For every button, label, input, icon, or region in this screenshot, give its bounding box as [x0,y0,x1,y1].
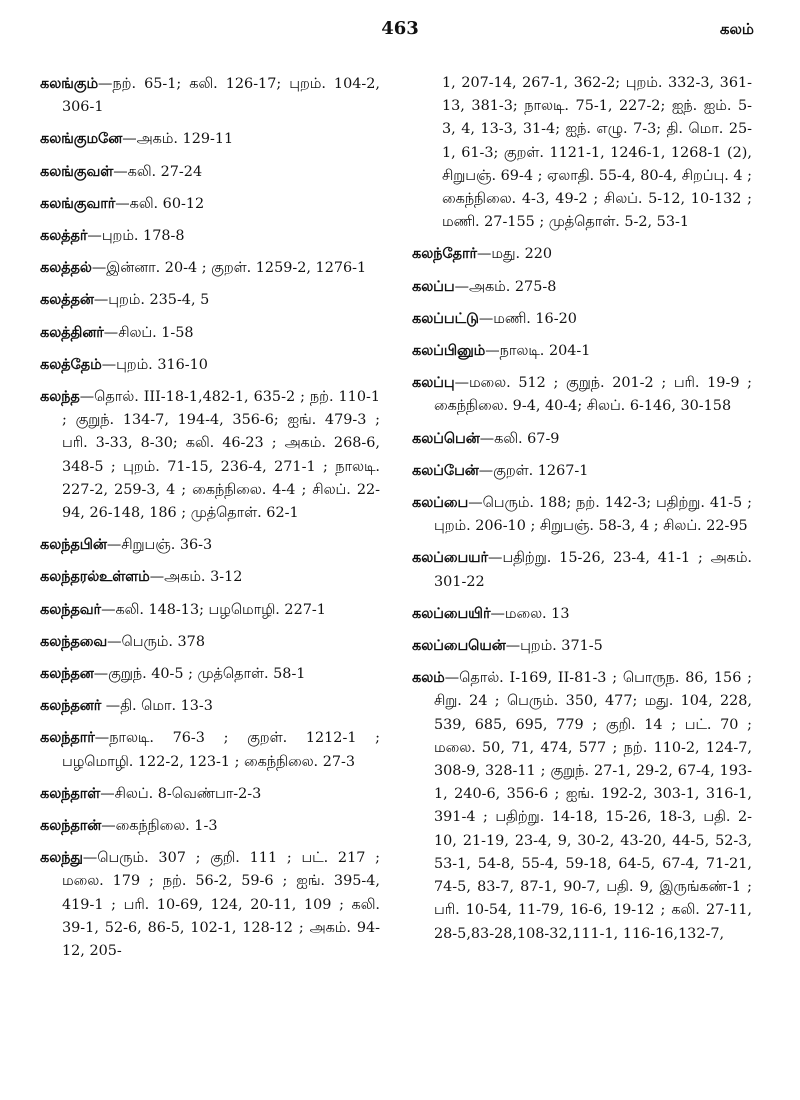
index-entry [412,546,752,593]
entry-headword: கலப்பினும் [412,342,486,360]
entry-references: —தி. மொ. 13-3 [101,698,213,715]
index-entry [40,533,380,557]
index-entry [412,602,752,626]
entry-references: —கலி. 148-13; பழமொழி. 227-1 [101,601,326,618]
entry-headword: கலந்தோர் [412,245,478,263]
entry-headword: கலப்பட்டு [412,309,479,327]
entry-references: —அகம். 3-12 [149,569,243,586]
index-entry [40,385,380,525]
index-entry [40,321,380,345]
index-entry [40,782,380,806]
entry-headword: கலப்பேன் [412,461,479,479]
entry-headword: கலந்தவர் [40,600,102,618]
entry-references: —மது. 220 [477,246,553,263]
index-entry [412,339,752,363]
entry-headword: கலந்தரல்உள்ளம் [40,568,150,586]
index-entry [412,491,752,538]
entry-references: —பெரும். 188; நற். 142-3; பதிற்று. 41-5 ; புறம். 206-10 ; சிறுபஞ். 58-3, 4 ; சிலப். 22-95 [434,495,752,535]
index-entry [40,694,380,718]
entry-references: —மணி. 16-20 [478,310,577,327]
entry-references: —சிலப். 8-வெண்பா-2-3 [100,785,262,802]
index-entry [40,224,380,248]
index-entry [40,288,380,312]
entry-references: —கைந்நிலை. 1-3 [101,818,218,835]
entry-references: —தொல். I-169, II-81-3 ; பொருந. 86, 156 ; சிறு. 24 ; பெரும். 350, 477; மது. 104, 228, 539, 685, 695, 779 ; குறி. 14 ; பட். 70 ; மலை. 50, 71, 474, 577 ; நற். 110-2, 124-7, 308-9, 328-11 ; குறுந். 27-1, 29-2, 67-4, 193-1, 240-6, 356-6 ; ஐங். 192-2, 303-1, 316-1, 391-4 ; பதிற்று. 14-18, 15-26, 18-3, பதி. 2-10, 21-19, 23-4, 9, 30-2, 43-20, 44-5, 52-3, 53-1, 54-8, 55-4, 59-18, 64-5, 67-4, 71-21, 74-5, 83-7, 87-1, 90-7, பதி. 9, இருங்கண்-1 ; பரி. 10-54, 11-79, 16-6, 19-12 ; கலி. 27-11, 28-5,83-28,108-32,111-1, 116-16,132-7, [434,670,752,942]
entry-references: —நாலடி. 204-1 [485,343,591,360]
index-entry [40,662,380,686]
index-entry [40,598,380,622]
entry-references: —நாலடி. 76-3 ; குறள். 1212-1 ; பழமொழி. 122-2, 123-1 ; கைந்நிலை. 27-3 [62,730,380,770]
entry-headword: கலந்தனர் [40,697,102,715]
entry-headword: கலப்பையென் [412,637,506,655]
entry-references: —புறம். 371-5 [505,638,603,655]
index-entry [412,72,752,234]
entry-headword: கலந்த [40,388,80,406]
index-entry [40,192,380,216]
entry-headword: கலந்தார் [40,729,95,747]
index-entry [412,307,752,331]
entry-references: —கலி. 60-12 [115,195,205,212]
entry-headword: கலந்தன [40,665,94,683]
entry-headword: கலத்தல் [40,259,92,277]
entry-references: —தொல். III-18-1,482-1, 635-2 ; நற். 110-1 ; குறுந். 134-7, 194-4, 356-6; ஐங். 479-3 ; பரி. 3-33, 8-30; கலி. 46-23 ; அகம். 268-6, 348-5 ; புறம். 71-15, 236-4, 271-1 ; நாலடி. 227-2, 259-3, 4 ; கைந்நிலை. 4-4 ; சிலப். 22-94, 26-148, 186 ; முத்தொள். 62-1 [62,389,380,522]
entry-references: —நற். 65-1; கலி. 126-17; புறம். 104-2, 306-1 [62,76,380,116]
entry-headword: கலந்தவை [40,632,108,650]
entry-references: —இன்னா. 20-4 ; குறள். 1259-2, 1276-1 [91,260,367,277]
entry-references: —சிலப். 1-58 [103,324,194,341]
entry-references: —அகம். 129-11 [122,131,234,148]
entry-references: —அகம். 275-8 [454,278,557,295]
entry-headword: கலந்து [40,849,83,867]
entry-references: —கலி. 67-9 [479,430,560,447]
entry-references: 1, 207-14, 267-1, 362-2; புறம். 332-3, 361-13, 381-3; நாலடி. 75-1, 227-2; ஐந். ஐம். 5-3, 4, 13-3, 31-4; ஐந். எழு. 7-3; தி. மொ. 25-1, 61-3; குறள். 1121-1, 1246-1, 1268-1 (2), சிறுபஞ். 69-4 ; ஏலாதி. 55-4, 80-4, சிறப்பு. 4 ; கைந்நிலை. 4-3, 49-2 ; சிலப். 5-12, 10-132 ; மணி. 27-155 ; முத்தொள். 5-2, 53-1 [442,75,752,231]
index-entry [412,666,752,945]
entry-references: —பதிற்று. 15-26, 23-4, 41-1 ; அகம். 301-22 [434,550,752,590]
index-entry [40,72,380,119]
entry-headword: கலப்பு [412,374,455,392]
entry-references: —புறம். 316-10 [101,356,208,373]
index-entry [40,565,380,589]
entry-headword: கலத்தன் [40,291,94,309]
entry-headword: கலந்தான் [40,817,102,835]
entry-headword: கலந்தாள் [40,784,101,802]
index-entry [412,371,752,418]
entry-references: —புறம். 235-4, 5 [93,292,210,309]
index-entry [40,630,380,654]
entry-headword: கலத்தர் [40,227,88,245]
entry-references: —புறம். 178-8 [87,228,185,245]
index-entry [40,256,380,280]
index-entry [412,275,752,299]
left-column [40,72,380,971]
index-entry [40,846,380,963]
index-entry [412,634,752,658]
entry-references: —பெரும். 307 ; குறி. 111 ; பட். 217 ; மலை. 179 ; நற். 56-2, 59-6 ; ஐங். 395-4, 419-1 ; பரி. 10-69, 124, 20-11, 109 ; கலி. 39-1, 52-6, 86-5, 102-1, 128-12 ; அகம். 94-12, 205- [62,850,380,960]
entry-references: —கலி. 27-24 [113,163,203,180]
entry-headword: கலங்குவள் [40,162,114,180]
entry-headword: கலத்தேம் [40,355,102,373]
entry-references: —மலை. 512 ; குறுந். 201-2 ; பரி. 19-9 ; கைந்நிலை. 9-4, 40-4; சிலப். 6-146, 30-158 [434,375,752,415]
entry-headword: கலப்பையிர் [412,604,491,622]
entry-references: —குறள். 1267-1 [478,462,589,479]
entry-headword: கலப்பையர் [412,549,489,567]
entry-references: —பெரும். 378 [107,633,205,650]
index-entry [40,726,380,773]
page-number: 463 [381,18,419,39]
index-entry [412,242,752,266]
entry-headword: கலப்பை [412,494,469,512]
index-entry [40,814,380,838]
entry-references: —சிறுபஞ். 36-3 [106,537,213,554]
index-entry [40,353,380,377]
entry-headword: கலம் [412,669,445,687]
running-head: கலம் [719,20,754,38]
right-column [412,72,752,954]
entry-headword: கலங்கும் [40,75,99,92]
index-entry [40,127,380,151]
entry-headword: கலத்தினர் [40,323,104,341]
entry-references: —குறுந். 40-5 ; முத்தொள். 58-1 [93,666,306,683]
entry-headword: கலப்பென் [412,429,480,447]
entry-headword: கலந்தபின் [40,536,107,554]
entry-headword: கலங்குவார் [40,194,116,212]
index-entry [412,427,752,451]
entry-references: —மலை. 13 [490,605,570,622]
index-entry [412,459,752,483]
entry-headword: கலங்குமனே [40,130,123,148]
entry-headword: கலப்ப [412,277,455,295]
index-entry [40,160,380,184]
